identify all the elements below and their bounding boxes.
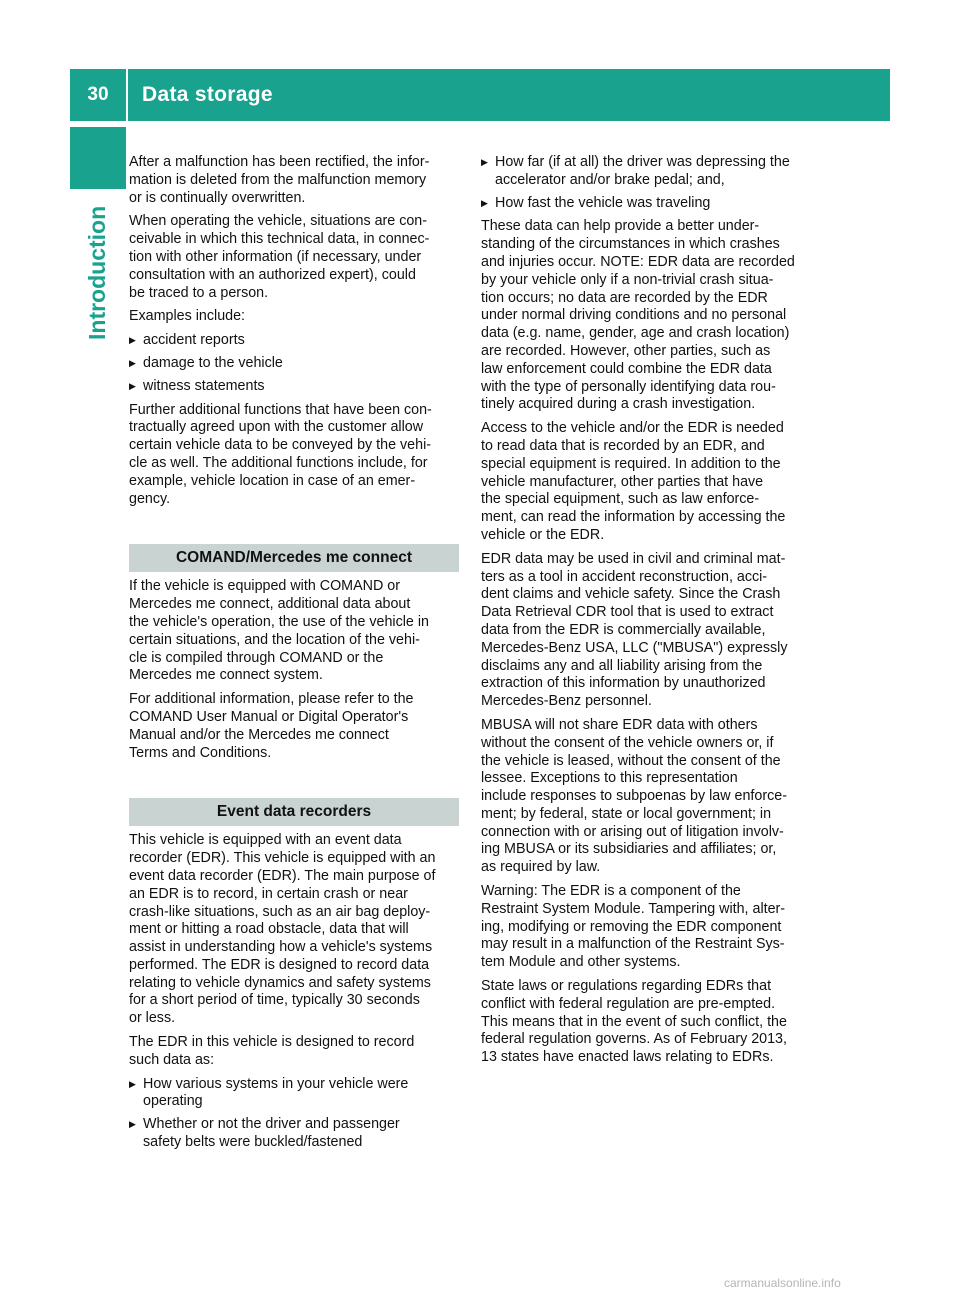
sidebar-section-label: Introduction — [84, 205, 110, 340]
paragraph: The EDR in this vehicle is designed to record such data as: — [129, 1034, 415, 1068]
list-item: ▶ How far (if at all) the driver was depressing the accelerator and/or brake pedal; and, — [481, 154, 813, 190]
page-number: 30 — [87, 84, 109, 105]
paragraph: For additional information, please refer to the COMAND User Manual or Digital Operator's Manual and/or the Mercedes me connect Terms and Conditions. — [129, 691, 414, 761]
section-heading-comand: COMAND/Mercedes me connect — [129, 544, 459, 572]
list-item: ▶ damage to the vehicle — [129, 355, 459, 373]
paragraph: EDR data may be used in civil and criminal mat- ters as a tool in accident reconstruction, acci- dent claims and vehicle safety. Since the Crash Data Retrieval CDR tool that is used to extract data from the EDR is commercially available, Mercedes-Benz USA, LLC ("MBUSA") expressly disclaims any and all liability arising from the extraction of this information by unauthorized Mercedes-Benz personnel. — [481, 550, 788, 710]
edr-data-list-continued — [481, 154, 813, 212]
examples-list — [129, 332, 459, 395]
sidebar-tab-block — [70, 127, 126, 189]
paragraph: These data can help provide a better under- standing of the circumstances in which crashes and injuries occur. NOTE: EDR data are recorded by your vehicle only if a non-trivial crash situa- tion occurs; no data are recorded by the EDR under normal driving conditions and no personal data (e.g. name, gender, age and crash location) are recorded. However, other parties, such as law enforcement could combine the EDR data with the type of personally identifying data rou- tinely acquired during a crash investigation. — [481, 218, 795, 413]
paragraph: After a malfunction has been rectified, the infor- mation is deleted from the malfunction memory or is continually overwritten. — [129, 154, 430, 206]
paragraph: Examples include: — [129, 308, 246, 325]
left-column — [129, 154, 459, 1158]
list-item: ▶ Whether or not the driver and passenger safety belts were buckled/fastened — [129, 1116, 459, 1152]
paragraph: This vehicle is equipped with an event data recorder (EDR). This vehicle is equipped with an event data recorder (EDR). The main purpose of an EDR is to record, in certain crash or near crash-like situations, such as an air bag deploy- ment or hitting a road obstacle, data that will assist in understanding how a vehicle's systems performed. The EDR is designed to record data relating to vehicle dynamics and safety systems for a short period of time, typically 30 seconds or less. — [129, 832, 436, 1027]
edr-data-list — [129, 1076, 459, 1152]
paragraph: When operating the vehicle, situations are con- ceivable in which this technical data, in connec- tion with other information (if necessary, under consultation with an authorized expert), could be traced to a person. — [129, 213, 430, 301]
list-item: ▶ witness statements — [129, 378, 459, 396]
list-item: ▶ How various systems in your vehicle were operating — [129, 1076, 459, 1112]
paragraph: State laws or regulations regarding EDRs that conflict with federal regulation are pre-empted. This means that in the event of such conflict, the federal regulation governs. As of February 2013, 13 states have enacted laws relating to EDRs. — [481, 978, 787, 1066]
right-column — [481, 154, 813, 1073]
paragraph: If the vehicle is equipped with COMAND or Mercedes me connect, additional data about the vehicle's operation, the use of the vehicle in certain situations, and the location of the vehi- cle is compiled through COMAND or the Mercedes me connect system. — [129, 578, 429, 684]
page-title: Data storage — [142, 83, 273, 106]
paragraph: Access to the vehicle and/or the EDR is needed to read data that is recorded by an EDR, and special equipment is required. In addition to the vehicle manufacturer, other parties that have the special equipment, such as law enforce- ment, can read the information by accessing the vehicle or the EDR. — [481, 420, 786, 543]
paragraph: MBUSA will not share EDR data with others without the consent of the vehicle owners or, if the vehicle is leased, without the consent of the lessee. Exceptions to this representation include responses to subpoenas by law enforce- ment; by federal, state or local government; in connection with or arising out of litigation involv- ing MBUSA or its subsidiaries and affiliates; or, as required by law. — [481, 716, 787, 876]
list-item: ▶ How fast the vehicle was traveling — [481, 195, 813, 213]
site-watermark: carmanualsonline.info — [724, 1276, 841, 1290]
paragraph: Warning: The EDR is a component of the Restraint System Module. Tampering with, alter- ing, modifying or removing the EDR component may result in a malfunction of the Restraint Sys- tem Module and other systems. — [481, 883, 786, 971]
header-divider — [126, 69, 128, 121]
section-heading-edr: Event data recorders — [129, 798, 459, 826]
list-item: ▶ accident reports — [129, 332, 459, 350]
paragraph: Further additional functions that have been con- tractually agreed upon with the customer allow certain vehicle data to be conveyed by the vehi- cle as well. The additional functions include, for example, vehicle location in case of an emer- gency. — [129, 401, 432, 507]
